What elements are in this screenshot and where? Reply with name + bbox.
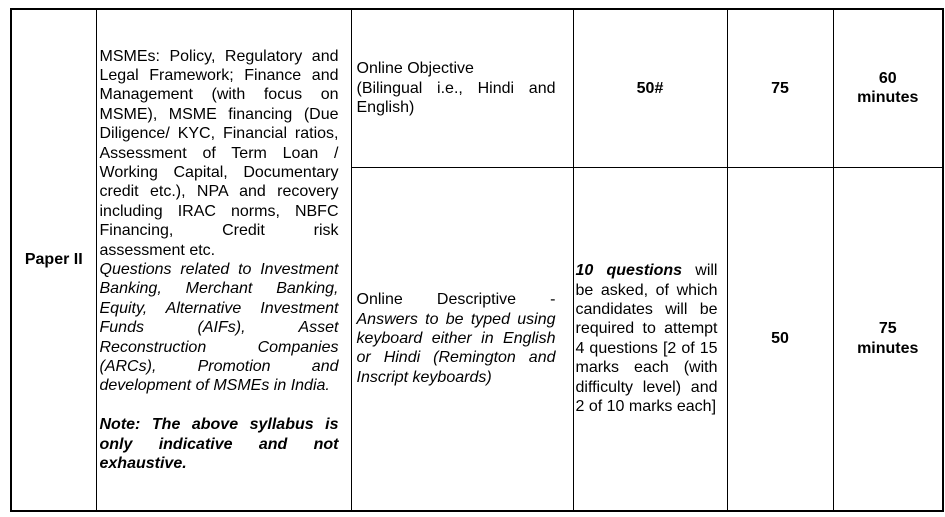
syllabus-main-text: MSMEs: Policy, Regulatory and Legal Framework; Finance and Management (with focus on MSME), MSME financing (Due Diligence/ KYC, Financial ratios, Assessment of Term Loan / Working Capital, Documentary credit etc.), NPA and recovery including IRAC norms, NBFC Financing, Credit risk assessment etc. [99, 47, 339, 259]
exam-type-descriptive-cell [351, 167, 573, 511]
table-row-objective [11, 9, 943, 167]
exam-type-objective-title: Online Objective [356, 60, 474, 78]
exam-type-objective-subtitle: (Bilingual i.e., Hindi and English) [356, 79, 556, 116]
paper-cell [11, 9, 96, 511]
duration-objective-cell [833, 9, 943, 167]
marks-objective-cell [727, 9, 833, 167]
duration-descriptive-cell [833, 167, 943, 511]
questions-descriptive-cell [573, 167, 727, 511]
exam-type-descriptive-title: Online Descriptive - [356, 291, 556, 309]
exam-type-descriptive-text [357, 290, 556, 387]
syllabus-note: Note: The above syllabus is only indicative and not exhaustive. [99, 416, 339, 473]
questions-objective-cell [573, 9, 727, 167]
exam-type-objective-text [357, 59, 556, 117]
syllabus-cell [96, 9, 351, 511]
questions-descriptive-detail: will be asked, of which candidates will be required to attempt 4 questions [2 of 15 marks each (with difficulty level) and 2 of 10 marks each] [575, 262, 718, 415]
syllabus-investment-topics: Questions related to Investment Banking, Merchant Banking, Equity, Alternative Investment Funds (AIFs), Asset Reconstruction Companies (ARCs), Promotion and development of MSMEs in India. [99, 261, 339, 395]
marks-objective-value: 75 [771, 79, 789, 97]
marks-descriptive-cell [727, 167, 833, 511]
duration-descriptive-value: 75 minutes [857, 320, 919, 357]
questions-descriptive-count: 10 questions [575, 262, 683, 280]
exam-type-objective-cell [351, 9, 573, 167]
duration-objective-value: 60 minutes [857, 69, 919, 107]
questions-objective-value: 50# [636, 79, 664, 97]
exam-type-descriptive-detail: Answers to be typed using keyboard either in English or Hindi (Remington and Inscript keyboards) [356, 310, 556, 386]
exam-structure-table [10, 8, 944, 512]
questions-descriptive-text [576, 261, 718, 416]
marks-descriptive-value: 50 [771, 330, 789, 348]
paper-label: Paper II [24, 251, 83, 269]
